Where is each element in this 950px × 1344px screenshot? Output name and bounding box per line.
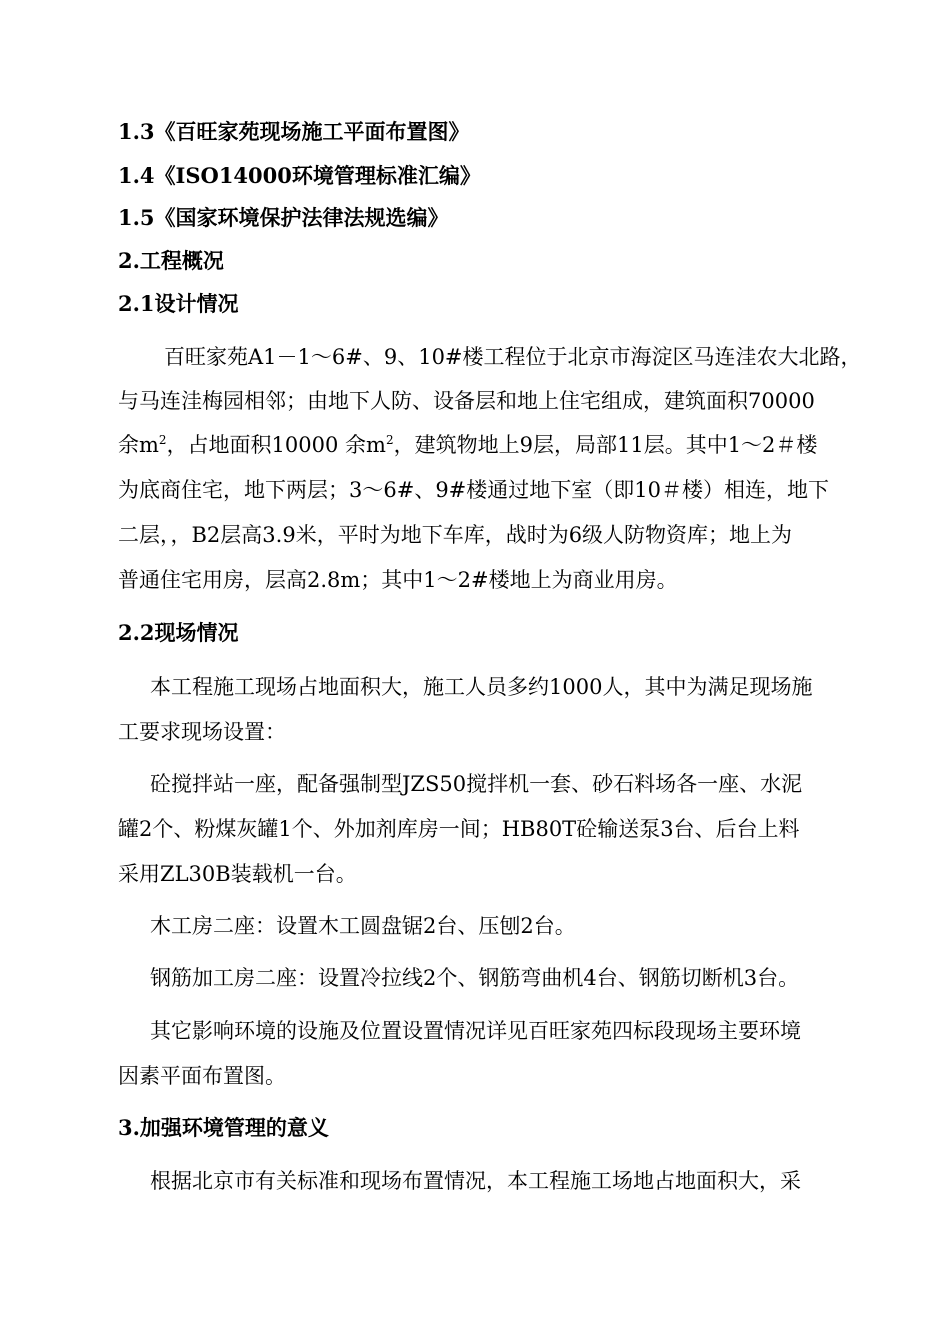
design-line-5: 二层，，B2层高3.9米，平时为地下车库，战时为6级人防物资库；地上为 <box>118 523 793 547</box>
site-para-2-line-1: 砼搅拌站一座，配备强制型JZS50搅拌机一套、砂石料场各一座、水泥 <box>150 772 803 796</box>
site-para-1-line-1: 本工程施工现场占地面积大，施工人员多约1000人，其中为满足现场施 <box>150 675 813 699</box>
site-para-2-line-2: 罐2个、粉煤灰罐1个、外加剂库房一间；HB80T砼输送泵3台、后台上料 <box>118 817 800 841</box>
site-para-5-line-1: 其它影响环境的设施及位置设置情况详见百旺家苑四标段现场主要环境 <box>150 1019 801 1043</box>
site-para-4: 钢筋加工房二座：设置冷拉线2个、钢筋弯曲机4台、钢筋切断机3台。 <box>150 966 800 990</box>
heading-ref-1-5: 1.5《国家环境保护法律法规选编》 <box>118 205 449 230</box>
design-line-6: 普通住宅用房，层高2.8m；其中1～2#楼地上为商业用房。 <box>118 568 678 592</box>
site-para-5-line-2: 因素平面布置图。 <box>118 1064 286 1088</box>
site-para-1-line-2: 工要求现场设置： <box>118 720 286 744</box>
design-line-2: 与马连洼梅园相邻；由地下人防、设备层和地上住宅组成，建筑面积70000 <box>118 389 815 413</box>
site-para-3: 木工房二座：设置木工圆盘锯2台、压刨2台。 <box>150 914 576 938</box>
design-line-4: 为底商住宅，地下两层；3～6#、9#楼通过地下室（即10＃楼）相连，地下 <box>118 478 829 502</box>
site-para-2-line-3: 采用ZL30B装载机一台。 <box>118 862 357 886</box>
design-line-1: 百旺家苑A1－1～6#、9、10#楼工程位于北京市海淀区马连洼农大北路， <box>164 345 862 369</box>
heading-section-3: 3.加强环境管理的意义 <box>118 1115 329 1140</box>
heading-section-2-1: 2.1设计情况 <box>118 291 239 316</box>
heading-section-2: 2.工程概况 <box>118 248 224 273</box>
significance-line-1: 根据北京市有关标准和现场布置情况，本工程施工场地占地面积大，采 <box>150 1169 801 1193</box>
heading-ref-1-4: 1.4《ISO14000环境管理标准汇编》 <box>118 163 481 188</box>
heading-ref-1-3: 1.3《百旺家苑现场施工平面布置图》 <box>118 119 470 144</box>
design-line-3: 余$m^2$，占地面积10000 余$m^2$，建筑物地上9层，局部11层。其中1～2＃楼 <box>118 433 818 457</box>
heading-section-2-2: 2.2现场情况 <box>118 620 239 645</box>
